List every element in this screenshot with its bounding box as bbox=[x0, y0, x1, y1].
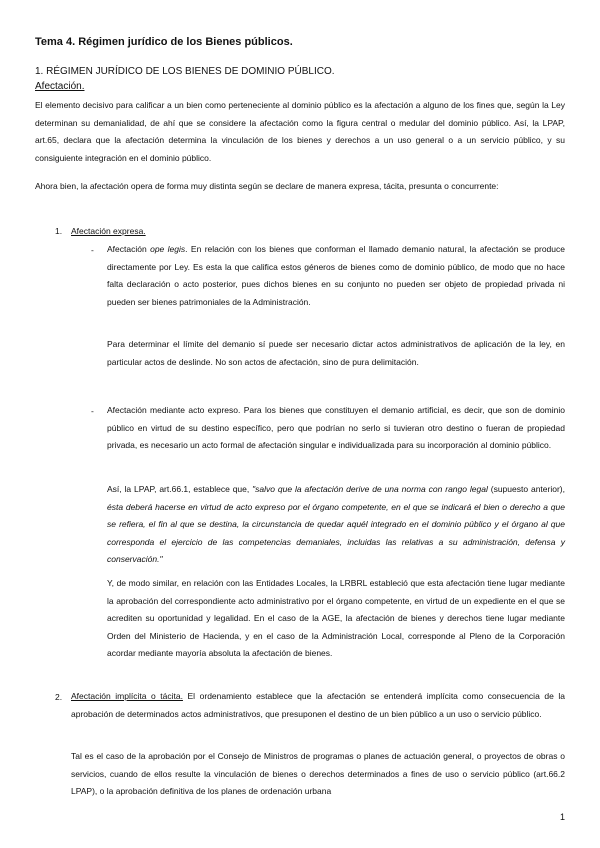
list-item-title-1: Afectación expresa. bbox=[71, 226, 146, 236]
bullet-paragraph-deslinde: Para determinar el límite del demanio sí puede ser necesario dictar actos administrativos de aplicación de la ley, en particular actos de deslinde. No son actos de afectación, sino de pura delimitación. bbox=[107, 339, 565, 367]
list-number-2: 2. bbox=[55, 692, 63, 702]
quote-paragraph-lpap: Así, la LPAP, art.66.1, establece que, "salvo que la afectación derive de una norma con rango legal (supuesto anterior), ésta deberá hacerse en virtud de acto expreso por el órgano competente, en el que se indicará el bien o derecho a que se refiera, el fin al que se destina, la circunstancia de quedar aquél integrado en el dominio público y el órgano al que corresponda el ejercicio de las competencias demaniales, incluidas las relativas a su administración, defensa y conservación." bbox=[107, 484, 565, 564]
bullet-dash-2: - bbox=[91, 406, 94, 416]
bullet-dash-1: - bbox=[91, 245, 94, 255]
bullet-paragraph-ope-legis: Afectación ope legis. En relación con los bienes que conforman el llamado demanio natural, la afectación se produce directamente por Ley. Es esta la que califica estos géneros de bienes como de dominio público, de modo que no hace falta declaración o acto posterior, pues dichos bienes en su conjunto no pueden ser objeto de propiedad privada ni pueden ser bienes patrimoniales de la Administración. bbox=[107, 244, 565, 307]
list-number-1: 1. bbox=[55, 226, 63, 236]
paragraph-consejo-ministros: Tal es el caso de la aprobación por el Consejo de Ministros de programas o planes de actuación general, o proyectos de obras o servicios, cuando de ellos resulte la vinculación de bienes o derechos determinados a fines de uso o servicio público (art.66.2 LPAP), o la aprobación definitiva de los planes de ordenación urbana bbox=[71, 751, 565, 796]
intro-paragraph-2: Ahora bien, la afectación opera de forma muy distinta según se declare de manera expresa, tácita, presunta o concurrente: bbox=[35, 181, 499, 191]
page-number: 1 bbox=[559, 812, 565, 822]
intro-paragraph: El elemento decisivo para calificar a un bien como perteneciente al dominio público es la afectación a alguno de los fines que, según la Ley determinan su demanialidad, de ahí que se considere la afectación como la figura central o medular del dominio público. Así, la LPAP, art.65, declara que la afectación determina la vinculación de los bienes y derechos a un uso general o a un servicio público, y su consiguiente integración en el dominio público. bbox=[35, 100, 565, 163]
list-item-title-2: Afectación implícita o tácita. bbox=[71, 691, 183, 701]
list-item-paragraph-2: Afectación implícita o tácita. El ordenamiento establece que la afectación se entenderá implícita como consecuencia de la aprobación de determinados actos administrativos, que presuponen el destino de un bien público a un uso o servicio público. bbox=[71, 691, 565, 719]
section-heading: 1. RÉGIMEN JURÍDICO DE LOS BIENES DE DOMINIO PÚBLICO. bbox=[35, 66, 335, 77]
subheading-afectacion: Afectación. bbox=[35, 81, 85, 92]
bullet-paragraph-acto-expreso: Afectación mediante acto expreso. Para los bienes que constituyen el demanio artificial, es decir, que son de dominio público en virtud de su destino específico, pero que podrían no serlo si tuvieran otro destino o fueran de propiedad privada, es necesario un acto formal de afectación singular e individualizada para su incorporación al dominio público. bbox=[107, 405, 565, 450]
document-title: Tema 4. Régimen jurídico de los Bienes públicos. bbox=[35, 36, 293, 48]
paragraph-entidades-locales: Y, de modo similar, en relación con las Entidades Locales, la LRBRL estableció que esta afectación tiene lugar mediante la aprobación del correspondiente acto administrativo por el órgano competente, en virtud de un expediente en el que se acrediten su oportunidad y legalidad. En el caso de la AGE, la afectación de bienes y derechos tiene lugar mediante Orden del Ministerio de Hacienda, y en el caso de la Administración Local, corresponde al Pleno de la Corporación acordar mediante mayoría absoluta la afectación de bienes. bbox=[107, 578, 565, 658]
